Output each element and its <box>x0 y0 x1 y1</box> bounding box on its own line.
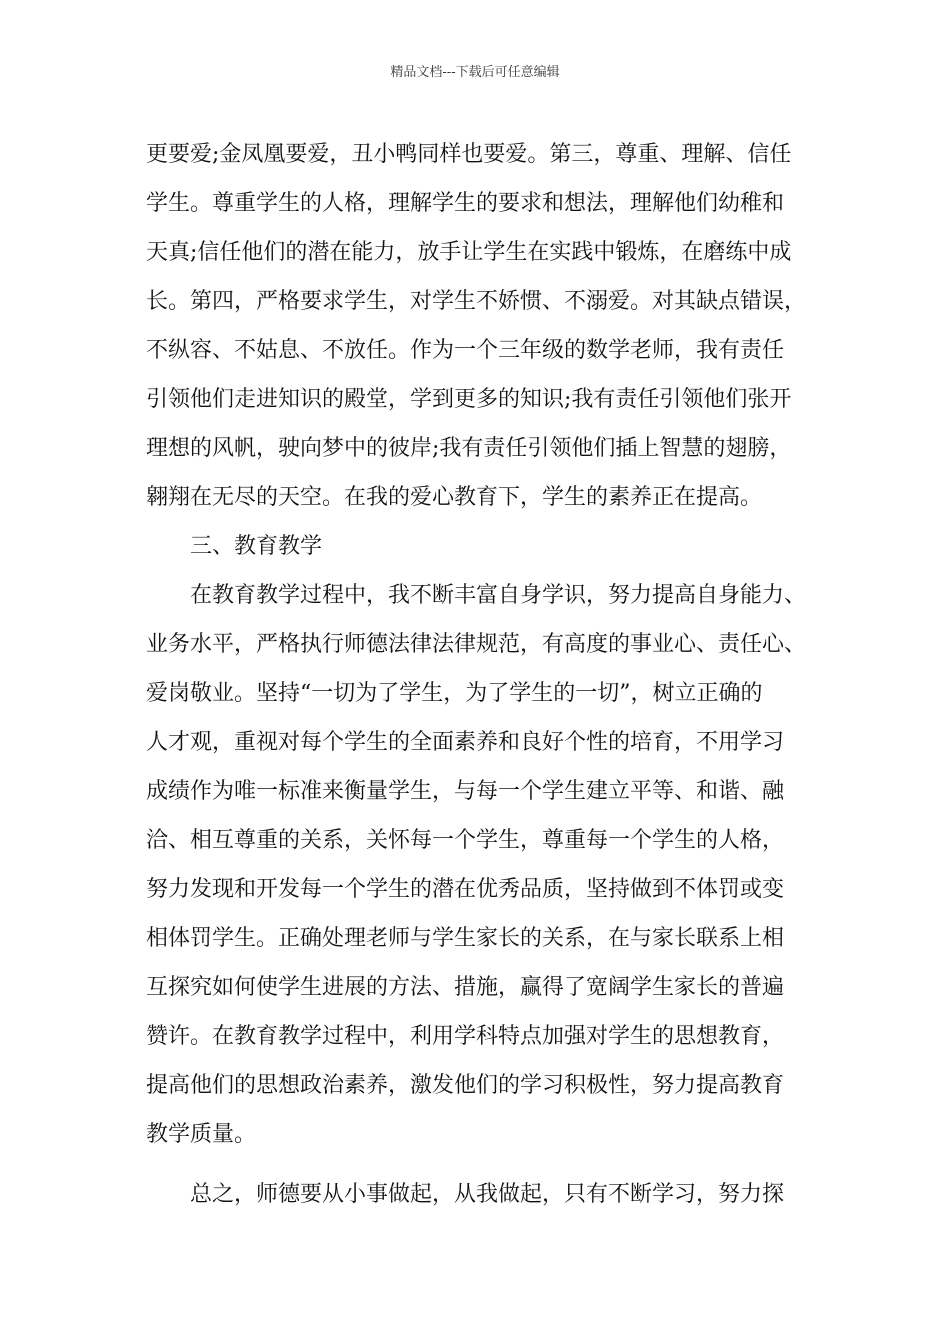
text-line: 教学质量。 <box>146 1122 257 1147</box>
page-header: 精品文档---下载后可任意编辑 <box>390 65 560 80</box>
text-line: 互探究如何使学生进展的方法、措施，赢得了宽阔学生家长的普遍 <box>146 975 785 1000</box>
text-line: 人才观，重视对每个学生的全面素养和良好个性的培育，不用学习 <box>146 730 785 755</box>
document-body <box>146 130 826 1219</box>
text-line: 翱翔在无尽的天空。在我的爱心教育下，学生的素养正在提高。 <box>146 485 763 510</box>
text-line: 洽、相互尊重的关系，关怀每一个学生，尊重每一个学生的人格， <box>146 828 785 853</box>
text-line: 长。第四，严格要求学生，对学生不娇惯、不溺爱。对其缺点错误， <box>146 289 807 314</box>
text-line: 提高他们的思想政治素养，激发他们的学习积极性，努力提高教育 <box>146 1073 785 1098</box>
text-line: 在教育教学过程中，我不断丰富自身学识，努力提高自身能力、 <box>190 583 807 608</box>
text-line: 努力发现和开发每一个学生的潜在优秀品质，坚持做到不体罚或变 <box>146 877 785 902</box>
text-line: 理想的风帆，驶向梦中的彼岸;我有责任引领他们插上智慧的翅膀， <box>146 436 792 461</box>
text-line: 相体罚学生。正确处理老师与学生家长的关系，在与家长联系上相 <box>146 926 785 951</box>
text-line: 成绩作为唯一标准来衡量学生，与每一个学生建立平等、和谐、融 <box>146 779 785 804</box>
section-heading: 三、教育教学 <box>190 534 323 559</box>
text-line: 不纵容、不姑息、不放任。作为一个三年级的数学老师，我有责任 <box>146 338 785 363</box>
text-line: 天真;信任他们的潜在能力，放手让学生在实践中锻炼，在磨练中成 <box>146 240 792 265</box>
text-line: 更要爱;金凤凰要爱，丑小鸭同样也要爱。第三，尊重、理解、信任 <box>146 142 792 167</box>
text-line: 赞许。在教育教学过程中，利用学科特点加强对学生的思想教育， <box>146 1024 785 1049</box>
text-line: 学生。尊重学生的人格，理解学生的要求和想法，理解他们幼稚和 <box>146 191 785 216</box>
text-line: 业务水平，严格执行师德法律法律规范，有高度的事业心、责任心、 <box>146 632 807 657</box>
text-line: 爱岗敬业。坚持“一切为了学生，为了学生的一切”，树立正确的 <box>146 681 763 706</box>
text-line: 总之，师德要从小事做起，从我做起，只有不断学习，努力探 <box>190 1182 785 1207</box>
text-line: 引领他们走进知识的殿堂，学到更多的知识;我有责任引领他们张开 <box>146 387 792 412</box>
